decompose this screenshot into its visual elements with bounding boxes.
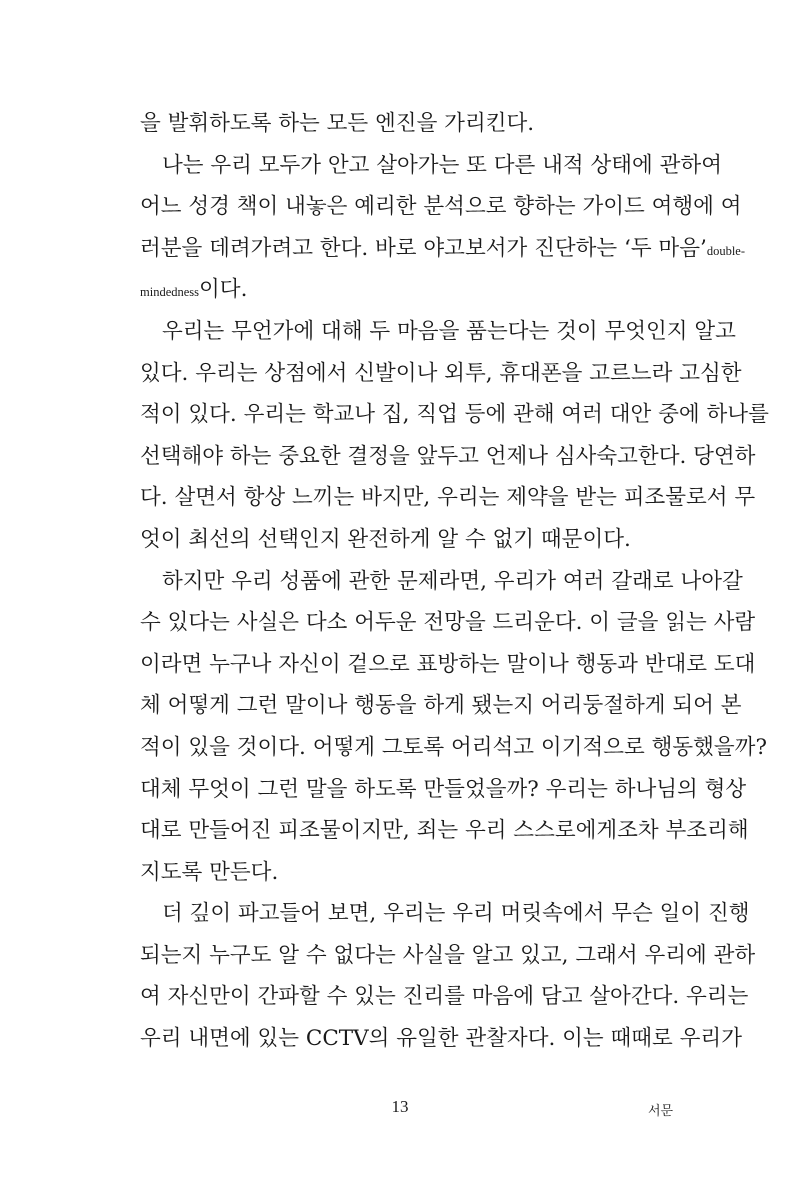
- text-line: 여 자신만이 간파할 수 있는 진리를 마음에 담고 살아간다. 우리는: [140, 984, 749, 1010]
- text-line: [140, 269, 660, 311]
- english-gloss: mindedness: [140, 285, 200, 300]
- text-line: 이라면 누구나 자신이 겉으로 표방하는 말이나 행동과 반대로 도대: [140, 651, 756, 677]
- text-line: 지도록 만든다.: [140, 859, 279, 885]
- text-line: 적이 있을 것이다. 어떻게 그토록 어리석고 이기적으로 행동했을까?: [140, 734, 767, 760]
- body-text: [140, 103, 769, 1060]
- page-number: 13: [391, 1097, 409, 1116]
- text-line: 다. 살면서 항상 느끼는 바지만, 우리는 제약을 받는 피조물로서 무: [140, 485, 756, 511]
- text-line: 을 발휘하도록 하는 모든 엔진을 가리킨다.: [140, 111, 535, 136]
- text-line: 있다. 우리는 상점에서 신발이나 외투, 휴대폰을 고르느라 고심한: [140, 360, 742, 386]
- text-line: 우리 내면에 있는 CCTV의 유일한 관찰자다. 이는 때때로 우리가: [140, 1026, 742, 1052]
- text-line: 우리는 무언가에 대해 두 마음을 품는다는 것이 무엇인지 알고: [162, 318, 736, 344]
- text-line: 어느 성경 책이 내놓은 예리한 분석으로 향하는 가이드 여행에 여: [140, 194, 742, 220]
- running-footer-section: 서문: [648, 1104, 674, 1119]
- text-line: 대체 무엇이 그런 말을 하도록 만들었을까? 우리는 하나님의 형상: [140, 776, 747, 802]
- text-line: [140, 228, 745, 270]
- text-line: 선택해야 하는 중요한 결정을 앞두고 언제나 심사숙고한다. 당연하: [140, 443, 756, 469]
- text-line: 대로 만들어진 피조물이지만, 죄는 우리 스스로에게조차 부조리해: [140, 818, 749, 844]
- text-line: 체 어떻게 그런 말이나 행동을 하게 됐는지 어리둥절하게 되어 본: [140, 693, 742, 719]
- text-line: 수 있다는 사실은 다소 어두운 전망을 드리운다. 이 글을 읽는 사람: [140, 610, 756, 636]
- text-line: 나는 우리 모두가 안고 살아가는 또 다른 내적 상태에 관하여: [162, 152, 722, 178]
- english-gloss: double-: [706, 243, 745, 258]
- text-line: 하지만 우리 성품에 관한 문제라면, 우리가 여러 갈래로 나아갈: [162, 568, 743, 594]
- text-line-segment: 이다.: [199, 277, 248, 303]
- text-line: 엇이 최선의 선택인지 완전하게 알 수 없기 때문이다.: [140, 526, 631, 552]
- text-line-segment: 러분을 데려가려고 한다. 바로 야고보서가 진단하는 ‘두 마음’: [140, 235, 707, 261]
- text-line: 적이 있다. 우리는 학교나 집, 직업 등에 관해 여러 대안 중에 하나를: [140, 402, 769, 428]
- text-line: 더 깊이 파고들어 보면, 우리는 우리 머릿속에서 무슨 일이 진행: [162, 901, 750, 927]
- text-line: 되는지 누구도 알 수 없다는 사실을 알고 있고, 그래서 우리에 관하: [140, 942, 756, 968]
